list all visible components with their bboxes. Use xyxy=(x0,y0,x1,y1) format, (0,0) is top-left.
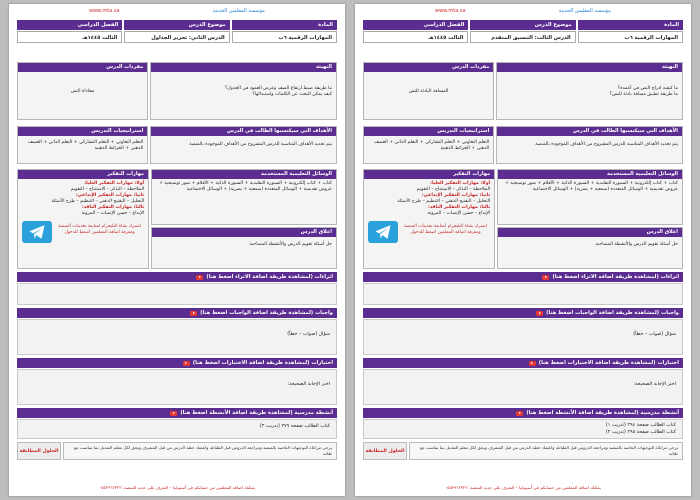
homework-text: سؤال (صواب – خطأ) xyxy=(633,332,676,337)
intro-heading: التهيئة xyxy=(151,63,336,72)
vocab-box xyxy=(363,62,494,120)
telegram-icon[interactable] xyxy=(368,221,398,243)
thinking-line: أولا: مهارات التفكير العليا: xyxy=(430,181,491,186)
notes-row xyxy=(17,442,337,460)
notes-tag: الحلول المطابقة xyxy=(363,442,407,460)
thinking-box xyxy=(363,169,495,269)
readings-panel xyxy=(363,283,683,305)
intro-box xyxy=(496,62,683,120)
telegram-text[interactable]: اشترك بقناة التليجرام لمتابعة تحديثات المنصة ومعرفة اضافة المعلمين اضغط للدخول xyxy=(58,224,141,235)
tests-text: اختر الإجابة الصحيحة: xyxy=(287,382,330,387)
vocab-text: المسافة البادئة للنص xyxy=(408,89,449,94)
activities-panel xyxy=(17,419,337,439)
activities-banner[interactable] xyxy=(17,408,337,418)
youtube-icon[interactable] xyxy=(183,361,190,366)
thinking-line: الملاحظة – التذكر – الاستنتاج – التقويم xyxy=(70,187,145,192)
strategies-text: التعلم التعاوني + التعلم التشاركي + التعلم الذاتي + العصف الذهني + الخرائط الذهنية xyxy=(374,140,490,151)
youtube-icon[interactable] xyxy=(190,311,197,316)
tests-text: اختر الإجابة الصحيحة: xyxy=(633,382,676,387)
goals-box xyxy=(496,126,683,164)
telegram-promo[interactable] xyxy=(18,219,148,245)
tests-panel xyxy=(363,369,683,405)
intro-question: ما طريقة ضبط ارتفاع الصف وعرض العمود في الجدول؟ xyxy=(224,86,332,91)
tests-label[interactable]: اختبارات (لمشاهدة طريقة اضافة الاختبارات اضغط هنا) xyxy=(192,360,333,366)
strategies-box xyxy=(363,126,494,164)
homework-label[interactable]: واجبات (لمشاهدة طريقة اضافة الواجبات اضغط هنا) xyxy=(200,310,333,316)
tests-banner[interactable] xyxy=(17,358,337,368)
vocab-text: محاذاة النص xyxy=(70,89,95,94)
homework-label[interactable]: واجبات (لمشاهدة طريقة اضافة الواجبات اضغط هنا) xyxy=(546,310,679,316)
page-footer: يمكنك اضافة المعلمين من حسابكم في أسبوعيا – التعرف على جديد المنصة: ٠٥٥٢٩٦٢٣٢٢ xyxy=(445,485,601,490)
activities-panel xyxy=(363,419,683,439)
closing-heading: اغلاق الدرس xyxy=(498,228,682,237)
intro-box xyxy=(150,62,337,120)
subject-label: المادة xyxy=(232,20,337,30)
closing-box xyxy=(151,227,337,269)
aids-row xyxy=(363,169,683,269)
readings-banner[interactable] xyxy=(17,272,337,282)
strategies-heading: استراتيجيات التدريس xyxy=(18,127,147,136)
activity-item: كتاب الطالب صفحة ٢٩٥ (تدريب ٢) xyxy=(605,429,676,435)
goals-box xyxy=(150,126,337,164)
foundation-name: مؤسسة المعلمين الحديثة xyxy=(212,8,265,14)
notes-row xyxy=(363,442,683,460)
vocab-box xyxy=(17,62,148,120)
closing-heading: اغلاق الدرس xyxy=(152,228,336,237)
lesson-topic-value: الدرس الثاني: تحرير الجداول xyxy=(124,31,229,43)
subject-value: المهارات الرقمية ٦ب xyxy=(578,31,683,43)
youtube-icon[interactable] xyxy=(170,411,177,416)
semester-value: الثالث ١٤٤٥هـ xyxy=(17,31,122,43)
closing-text: حل أسئلة تقويم الدرس والأنشطة المصاحبة xyxy=(249,242,332,247)
tests-panel xyxy=(17,369,337,405)
homework-panel xyxy=(363,319,683,355)
notes-text: يرجى مراعاة التوجيهات الخاصة بالمنصة ومراجعة الدروس قبل الطباعة واعتماد خطة الدرس من قبل المشرف ويحق لكل معلم التعديل بما يتناسب مع طلابه xyxy=(409,442,683,460)
thinking-box xyxy=(17,169,149,269)
site-link[interactable]: www.mta.sa xyxy=(89,8,120,14)
strategies-text: التعلم التعاوني + التعلم التشاركي + التعلم الذاتي + العصف الذهني + الخرائط الذهنية xyxy=(28,140,144,151)
telegram-promo[interactable] xyxy=(364,219,494,245)
aids-heading: الوسائل التعليمية المستخدمة xyxy=(498,170,682,179)
closing-box xyxy=(497,227,683,269)
homework-banner[interactable] xyxy=(363,308,683,318)
goals-heading: الأهداف التي سيكتسبها الطالب في الدرس xyxy=(151,127,336,136)
thinking-heading: مهارات التفكير xyxy=(18,170,148,179)
youtube-icon[interactable] xyxy=(196,275,203,280)
strategies-heading: استراتيجيات التدريس xyxy=(364,127,493,136)
thinking-line: أولا: مهارات التفكير العليا: xyxy=(84,181,145,186)
readings-label[interactable]: اثراءات (لمشاهدة طريقة اضافة الاثراء اضغط هنا) xyxy=(206,274,333,280)
lesson-topic-label: موضوع الدرس xyxy=(124,20,229,30)
telegram-text[interactable]: اشترك بقناة التليجرام لمتابعة تحديثات المنصة ومعرفة اضافة المعلمين اضغط للدخول xyxy=(404,224,487,235)
intro-row xyxy=(363,62,683,120)
thinking-line: الإبداع – حسن الإنصات – المرونة xyxy=(81,211,145,216)
aids-text: كتاب + كتاب إلكترونية + السبورة التقليدية + السبورة الذكية + الأقلام + صور توضيحية + عروض تقديمية + الوسائل المتعددة (سمعية + بصرية) + الوسائل الاجتماعية xyxy=(505,181,678,192)
intro-question: كيف يمكن البحث عن الكلمات واستبدالها؟ xyxy=(252,92,332,97)
youtube-icon[interactable] xyxy=(529,361,536,366)
aids-text: كتاب + كتاب إلكترونية + السبورة التقليدية + السبورة الذكية + الأقلام + صور توضيحية + عروض تقديمية + الوسائل المتعددة (سمعية + بصرية) + الوسائل الاجتماعية xyxy=(159,181,332,192)
goals-text: يتم تحديد الأهداف المناسبة للدرس المشروح من الأهداف الموجودة بالمنصة xyxy=(535,142,678,147)
activities-label[interactable]: أنشطة مدرسية (لمشاهدة طريقة اضافة الأنشطة اضغط هنا) xyxy=(526,410,679,416)
homework-banner[interactable] xyxy=(17,308,337,318)
aids-box xyxy=(151,169,337,225)
activity-item: كتاب الطالب صفحة ٢٩٤ (تدريب ١) xyxy=(605,423,676,428)
thinking-line: ثانيا: مهارات التفكير الإبداعي: xyxy=(421,193,491,198)
tests-label[interactable]: اختبارات (لمشاهدة طريقة اضافة الاختبارات اضغط هنا) xyxy=(538,360,679,366)
info-header-row xyxy=(17,20,337,30)
readings-banner[interactable] xyxy=(363,272,683,282)
youtube-icon[interactable] xyxy=(542,275,549,280)
goals-heading: الأهداف التي سيكتسبها الطالب في الدرس xyxy=(497,127,682,136)
info-value-row xyxy=(363,31,683,43)
thinking-line: ثالثا: مهارات التفكير الناقد: xyxy=(81,205,145,210)
page-header xyxy=(355,7,691,17)
closing-text: حل أسئلة تقويم الدرس والأنشطة المصاحبة xyxy=(595,242,678,247)
intro-heading: التهيئة xyxy=(497,63,682,72)
thinking-line: الإبداع – حسن الإنصات – المرونة xyxy=(427,211,491,216)
intro-row xyxy=(17,62,337,120)
homework-panel xyxy=(17,319,337,355)
youtube-icon[interactable] xyxy=(536,311,543,316)
readings-panel xyxy=(17,283,337,305)
lesson-topic-value: الدرس الثالث: التنسيق المتقدم xyxy=(470,31,575,43)
lesson-topic-label: موضوع الدرس xyxy=(470,20,575,30)
intro-question: ما كيفية ادراج النص في أعمدة؟ xyxy=(617,86,678,91)
thinking-line: الملاحظة – التذكر – الاستنتاج – التقويم xyxy=(416,187,491,192)
goals-text: يتم تحديد الأهداف المناسبة للدرس المشروح من الأهداف الموجودة بالمنصة xyxy=(189,142,332,147)
goals-row xyxy=(17,126,337,164)
homework-text: سؤال (صواب – خطأ) xyxy=(287,332,330,337)
thinking-line: التحليل – التفتيح الذهني – التنظيم – طرح الأسئلة xyxy=(51,199,145,204)
notes-tag: الحلول المطابقة xyxy=(17,442,61,460)
notes-text: يرجى مراعاة التوجيهات الخاصة بالمنصة ومراجعة الدروس قبل الطباعة واعتماد خطة الدرس من قبل المشرف ويحق لكل معلم التعديل بما يتناسب مع طلابه xyxy=(63,442,337,460)
intro-question: ما طريقة تطبيق مسافة بادئة للنص؟ xyxy=(609,92,678,97)
lesson-plan-page-left xyxy=(9,4,345,496)
subject-label: المادة xyxy=(578,20,683,30)
goals-row xyxy=(363,126,683,164)
activities-label[interactable]: أنشطة مدرسية (لمشاهدة طريقة اضافة الأنشطة اضغط هنا) xyxy=(180,410,333,416)
aids-heading: الوسائل التعليمية المستخدمة xyxy=(152,170,336,179)
youtube-icon[interactable] xyxy=(516,411,523,416)
site-link[interactable]: www.mta.sa xyxy=(435,8,466,14)
foundation-name: مؤسسة المعلمين الحديثة xyxy=(558,8,611,14)
telegram-icon[interactable] xyxy=(22,221,52,243)
aids-box xyxy=(497,169,683,225)
semester-value: الثالث ١٤٤٥هـ xyxy=(363,31,468,43)
vocab-heading: مفردات الدرس xyxy=(364,63,493,72)
info-header-row xyxy=(363,20,683,30)
aids-row xyxy=(17,169,337,269)
activities-banner[interactable] xyxy=(363,408,683,418)
semester-label: الفصل الدراسي xyxy=(17,20,122,30)
semester-label: الفصل الدراسي xyxy=(363,20,468,30)
activity-item: كتاب الطالب صفحة ٢٧٩ (تدريب ٣) xyxy=(259,424,330,429)
tests-banner[interactable] xyxy=(363,358,683,368)
page-header xyxy=(9,7,345,17)
vocab-heading: مفردات الدرس xyxy=(18,63,147,72)
page-footer: يمكنك اضافة المعلمين من حسابكم في أسبوعيا – التعرف على جديد المنصة: ٠٥٥٢٩٦٢٣٢٢ xyxy=(99,485,255,490)
thinking-line: ثالثا: مهارات التفكير الناقد: xyxy=(427,205,491,210)
strategies-box xyxy=(17,126,148,164)
thinking-heading: مهارات التفكير xyxy=(364,170,494,179)
readings-label[interactable]: اثراءات (لمشاهدة طريقة اضافة الاثراء اضغط هنا) xyxy=(552,274,679,280)
info-value-row xyxy=(17,31,337,43)
lesson-plan-page-right xyxy=(355,4,691,496)
subject-value: المهارات الرقمية ٦ب xyxy=(232,31,337,43)
thinking-line: التحليل – التفتيح الذهني – التنظيم – طرح الأسئلة xyxy=(397,199,491,204)
thinking-line: ثانيا: مهارات التفكير الإبداعي: xyxy=(75,193,145,198)
